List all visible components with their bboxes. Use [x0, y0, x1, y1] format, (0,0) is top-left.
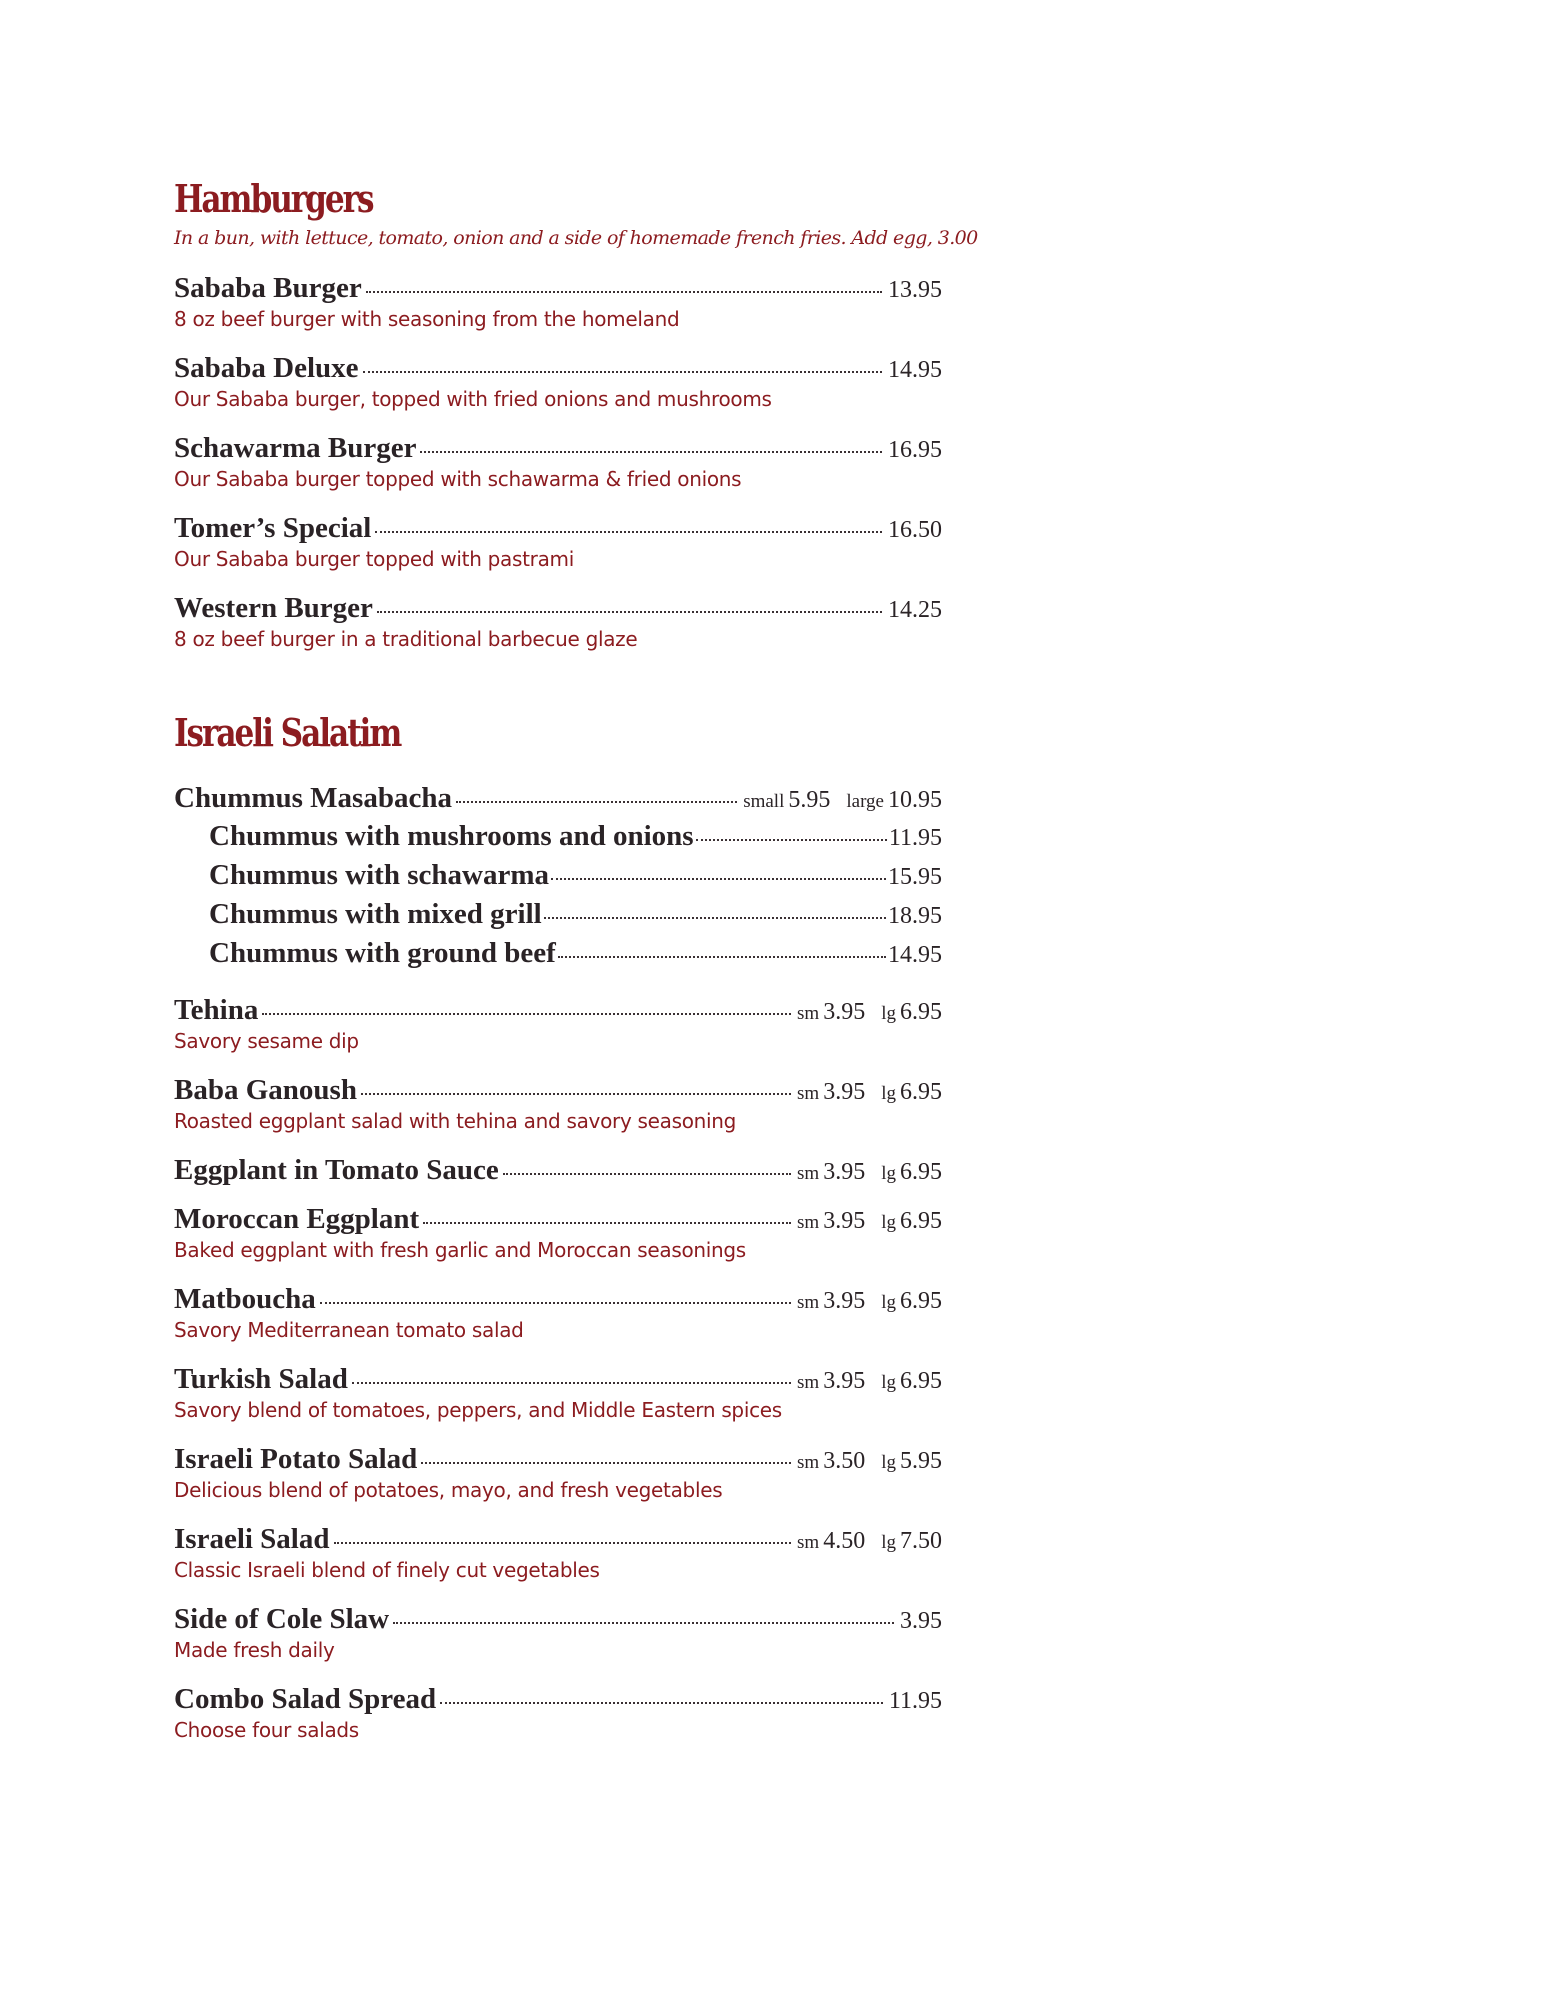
menu-item-schawarma-burger	[174, 432, 942, 492]
dot-leader	[393, 1622, 894, 1624]
size-label-lg: lg	[881, 1003, 896, 1024]
item-description: Savory blend of tomatoes, peppers, and Middle Eastern spices	[174, 1398, 782, 1422]
size-label-sm: sm	[797, 1083, 820, 1104]
item-price: 11.95	[888, 825, 942, 851]
item-description: Savory Mediterranean tomato salad	[174, 1318, 524, 1342]
item-name: Baba Ganoush	[174, 1074, 357, 1106]
price-sm: 3.95	[823, 1288, 866, 1314]
item-price: 11.95	[888, 1688, 942, 1714]
item-name: Matboucha	[174, 1283, 316, 1315]
dot-leader	[375, 531, 882, 533]
size-label-lg: lg	[881, 1292, 896, 1313]
item-name: Chummus with ground beef	[209, 937, 556, 969]
price-sm: 3.95	[823, 1208, 866, 1234]
dot-leader	[551, 878, 886, 880]
item-description: Our Sababa burger topped with pastrami	[174, 547, 574, 571]
menu-subitem	[174, 820, 942, 859]
menu-item-israeli-salad	[174, 1523, 942, 1583]
price-lg: 6.95	[900, 1368, 942, 1394]
item-name: Western Burger	[174, 592, 373, 624]
menu-item-western-burger	[174, 592, 942, 652]
price-lg: 5.95	[900, 1448, 942, 1474]
hamburgers-section	[174, 176, 978, 652]
size-label-lg: lg	[881, 1532, 896, 1553]
price-sm: 3.95	[823, 1159, 866, 1185]
menu-item-tehina	[174, 994, 942, 1054]
item-prices	[797, 1208, 942, 1235]
dot-leader	[366, 291, 882, 293]
hamburgers-subtitle: In a bun, with lettuce, tomato, onion and a side of homemade french fries. Add egg, 3.00	[174, 227, 978, 249]
item-name: Turkish Salad	[174, 1363, 348, 1395]
size-label-large: large	[846, 791, 884, 812]
item-description: Classic Israeli blend of finely cut vegetables	[174, 1558, 600, 1582]
size-label-sm: sm	[797, 1212, 820, 1233]
menu-item-eggplant-tomato-sauce	[174, 1154, 942, 1188]
price-sm: 3.50	[823, 1448, 866, 1474]
item-price: 16.50	[888, 517, 942, 543]
item-price: 13.95	[888, 277, 942, 303]
dot-leader	[262, 1013, 791, 1015]
item-name: Moroccan Eggplant	[174, 1203, 420, 1235]
item-name: Side of Cole Slaw	[174, 1603, 390, 1635]
dot-leader	[503, 1173, 791, 1175]
salatim-title: Israeli Salatim	[174, 710, 401, 755]
price-lg: 6.95	[900, 999, 942, 1025]
item-description: Our Sababa burger, topped with fried onions and mushrooms	[174, 387, 772, 411]
item-description: Made fresh daily	[174, 1638, 335, 1662]
price-lg: 6.95	[900, 1159, 942, 1185]
item-description: Our Sababa burger topped with schawarma & fried onions	[174, 467, 742, 491]
size-label-sm: sm	[797, 1163, 820, 1184]
menu-item-side-cole-slaw	[174, 1603, 942, 1663]
dot-leader	[320, 1302, 791, 1304]
menu-item-tomers-special	[174, 512, 942, 572]
dot-leader	[363, 371, 882, 373]
dot-leader	[440, 1702, 883, 1704]
price-sm: 3.95	[823, 1368, 866, 1394]
item-price: 16.95	[888, 437, 942, 463]
price-sm: 4.50	[823, 1528, 866, 1554]
item-price: 3.95	[900, 1608, 942, 1634]
chummus-variations	[174, 820, 942, 976]
price-small: 5.95	[788, 787, 831, 813]
size-label-small: small	[743, 791, 785, 812]
item-prices	[797, 999, 942, 1026]
price-sm: 3.95	[823, 999, 866, 1025]
menu-item-moroccan-eggplant	[174, 1203, 942, 1263]
item-name: Schawarma Burger	[174, 432, 417, 464]
dot-leader	[423, 1222, 791, 1224]
price-large: 10.95	[888, 787, 942, 813]
size-label-sm: sm	[797, 1452, 820, 1473]
menu-item-combo-salad-spread	[174, 1683, 942, 1743]
price-lg: 6.95	[900, 1079, 942, 1105]
menu-item-sababa-burger	[174, 272, 942, 332]
item-description: Choose four salads	[174, 1718, 359, 1742]
item-prices	[797, 1368, 942, 1395]
dot-leader	[377, 611, 882, 613]
item-prices	[797, 1288, 942, 1315]
item-name: Israeli Potato Salad	[174, 1443, 418, 1475]
dot-leader	[456, 801, 737, 803]
item-description: Baked eggplant with fresh garlic and Moroccan seasonings	[174, 1238, 746, 1262]
salatim-section	[174, 710, 942, 1743]
dot-leader	[334, 1542, 792, 1544]
menu-subitem	[174, 937, 942, 976]
item-name: Chummus Masabacha	[174, 782, 452, 814]
item-prices	[797, 1079, 942, 1106]
item-description: Roasted eggplant salad with tehina and savory seasoning	[174, 1109, 737, 1133]
item-description: 8 oz beef burger with seasoning from the homeland	[174, 307, 680, 331]
item-description: Delicious blend of potatoes, mayo, and fresh vegetables	[174, 1478, 723, 1502]
hamburgers-title: Hamburgers	[174, 176, 373, 221]
item-name: Sababa Burger	[174, 272, 362, 304]
item-price: 14.95	[888, 942, 942, 968]
dot-leader	[558, 956, 886, 958]
item-price: 14.95	[888, 357, 942, 383]
size-label-lg: lg	[881, 1372, 896, 1393]
price-lg: 6.95	[900, 1208, 942, 1234]
menu-item-matboucha	[174, 1283, 942, 1343]
item-prices	[797, 1159, 942, 1186]
dot-leader	[421, 1462, 791, 1464]
hamburgers-list	[174, 272, 942, 652]
price-lg: 6.95	[900, 1288, 942, 1314]
item-name: Chummus with mixed grill	[209, 898, 542, 930]
price-sm: 3.95	[823, 1079, 866, 1105]
size-label-lg: lg	[881, 1083, 896, 1104]
size-label-lg: lg	[881, 1452, 896, 1473]
salatim-list	[174, 782, 942, 1743]
menu-page	[174, 176, 978, 1763]
menu-item-turkish-salad	[174, 1363, 942, 1423]
menu-item-baba-ganoush	[174, 1074, 942, 1134]
item-name: Tomer’s Special	[174, 512, 372, 544]
item-name: Combo Salad Spread	[174, 1683, 437, 1715]
menu-subitem	[174, 859, 942, 898]
item-price: 14.25	[888, 597, 942, 623]
size-label-sm: sm	[797, 1372, 820, 1393]
menu-subitem	[174, 898, 942, 937]
item-description: Savory sesame dip	[174, 1029, 359, 1053]
item-description: 8 oz beef burger in a traditional barbecue glaze	[174, 627, 638, 651]
menu-item-chummus-masabacha	[174, 782, 942, 816]
dot-leader	[361, 1093, 791, 1095]
item-name: Eggplant in Tomato Sauce	[174, 1154, 499, 1186]
item-name: Chummus with mushrooms and onions	[209, 820, 694, 852]
item-prices	[797, 1448, 942, 1475]
dot-leader	[352, 1382, 791, 1384]
item-name: Tehina	[174, 994, 259, 1026]
item-name: Chummus with schawarma	[209, 859, 549, 891]
item-price: 18.95	[888, 903, 942, 929]
item-name: Sababa Deluxe	[174, 352, 359, 384]
dot-leader	[544, 917, 886, 919]
size-label-sm: sm	[797, 1532, 820, 1553]
item-price: 15.95	[888, 864, 942, 890]
item-prices	[743, 787, 942, 814]
menu-item-israeli-potato-salad	[174, 1443, 942, 1503]
dot-leader	[420, 451, 882, 453]
price-lg: 7.50	[900, 1528, 942, 1554]
item-name: Israeli Salad	[174, 1523, 330, 1555]
size-label-sm: sm	[797, 1003, 820, 1024]
size-label-sm: sm	[797, 1292, 820, 1313]
size-label-lg: lg	[881, 1212, 896, 1233]
item-prices	[797, 1528, 942, 1555]
size-label-lg: lg	[881, 1163, 896, 1184]
menu-item-sababa-deluxe	[174, 352, 942, 412]
dot-leader	[696, 839, 887, 841]
